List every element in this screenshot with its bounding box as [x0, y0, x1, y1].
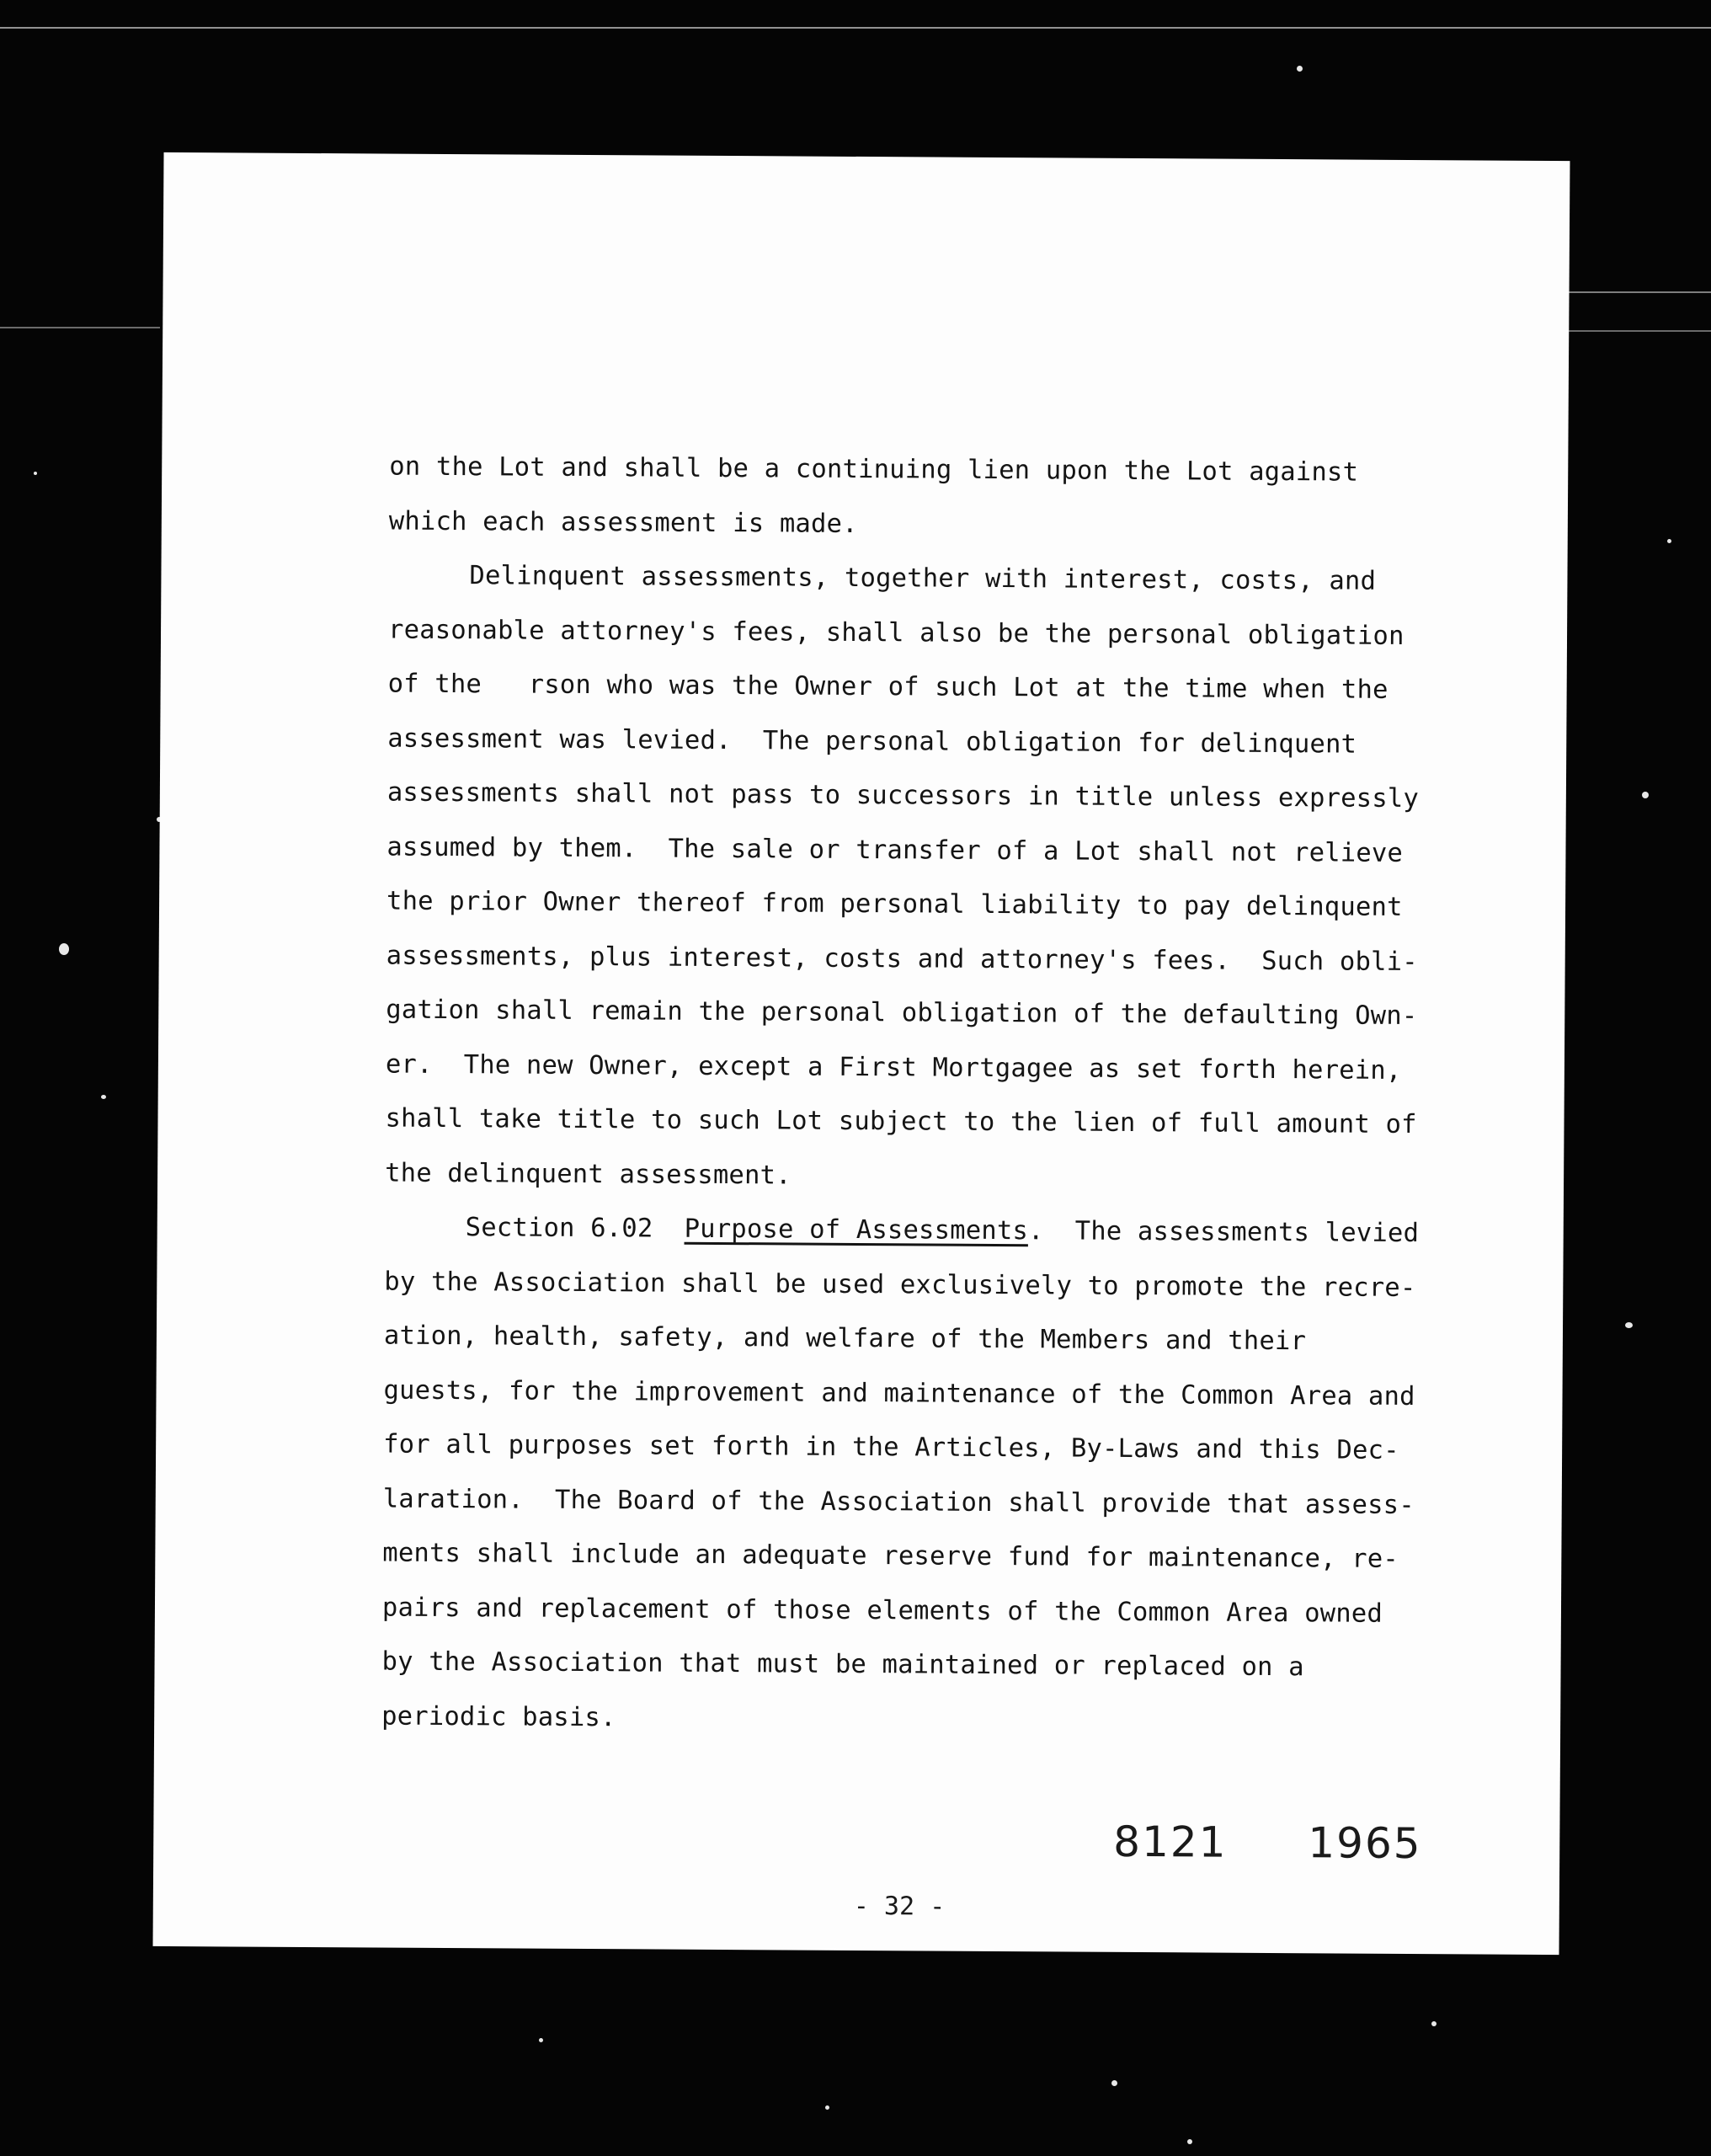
text-line: shall take title to such Lot subject to the lien of full amount of	[385, 1103, 1417, 1140]
text-line: er. The new Owner, except a First Mortgagee as set forth herein,	[385, 1049, 1402, 1086]
noise-speck	[825, 2105, 829, 2110]
text-line: reasonable attorney's fees, shall also be the personal obligation	[387, 615, 1405, 651]
noise-speck	[1642, 792, 1649, 798]
noise-speck	[1297, 66, 1303, 72]
noise-speck	[34, 472, 37, 475]
scan-streak	[0, 27, 1711, 29]
paragraph-lien	[389, 440, 1434, 556]
text-line: ation, health, safety, and welfare of the Members and their	[383, 1321, 1307, 1357]
noise-speck	[1187, 2139, 1192, 2144]
text-line: by the Association that must be maintained or replaced on a	[381, 1646, 1304, 1683]
text-line: assessments, plus interest, costs and attorney's fees. Such obli-	[386, 941, 1418, 977]
noise-speck	[1667, 539, 1671, 543]
text-line: for all purposes set forth in the Articles, By-Laws and this Dec-	[383, 1429, 1399, 1465]
noise-speck	[1625, 1322, 1633, 1328]
text-line: of the rson who was the Owner of such Lot at the time when the	[387, 669, 1389, 705]
book-page-stamp: 8121 1965	[1113, 1817, 1422, 1869]
section-number: Section 6.02	[465, 1213, 653, 1244]
text-line: assumed by them. The sale or transfer of a Lot shall not relieve	[386, 832, 1404, 868]
scan-streak	[1566, 330, 1711, 332]
section-6-02	[381, 1201, 1429, 1751]
noise-speck	[1431, 2021, 1436, 2026]
text-line: assessments shall not pass to successors in title unless expressly	[386, 777, 1420, 814]
document-body	[381, 440, 1433, 1751]
paragraph-delinquent-assessments	[385, 549, 1433, 1208]
text-line: which each assessment is made.	[388, 506, 858, 539]
text-line: the delinquent assessment.	[385, 1158, 792, 1190]
page-number: - 32 -	[853, 1891, 946, 1922]
scan-streak	[0, 327, 160, 328]
text-line: on the Lot and shall be a continuing lien upon the Lot against	[389, 451, 1359, 488]
text-line: pairs and replacement of those elements of the Common Area owned	[381, 1593, 1383, 1629]
noise-speck	[1111, 2080, 1117, 2086]
text-line: ments shall include an adequate reserve fund for maintenance, re-	[382, 1538, 1399, 1574]
noise-speck	[101, 1095, 106, 1099]
text-line: assessment was levied. The personal obligation for delinquent	[387, 723, 1357, 760]
text-line: gation shall remain the personal obligation of the defaulting Own-	[386, 995, 1418, 1032]
document-paper	[153, 152, 1570, 1955]
noise-speck	[539, 2038, 543, 2042]
section-heading: Purpose of Assessments	[684, 1214, 1029, 1246]
scan-streak	[1566, 291, 1711, 293]
text-line: periodic basis.	[381, 1701, 616, 1732]
noise-speck	[59, 943, 69, 955]
text-line: by the Association shall be used exclusively to promote the recre-	[384, 1267, 1416, 1303]
section-first-line-rest: . The assessments levied	[1027, 1216, 1420, 1249]
text-line: the prior Owner thereof from personal liability to pay delinquent	[386, 886, 1403, 922]
text-line: guests, for the improvement and maintenance of the Common Area and	[383, 1375, 1415, 1412]
section-first-line	[385, 1201, 1429, 1262]
text-line: Delinquent assessments, together with interest, costs, and	[469, 561, 1377, 596]
text-line: laration. The Board of the Association shall provide that assess-	[382, 1484, 1415, 1520]
